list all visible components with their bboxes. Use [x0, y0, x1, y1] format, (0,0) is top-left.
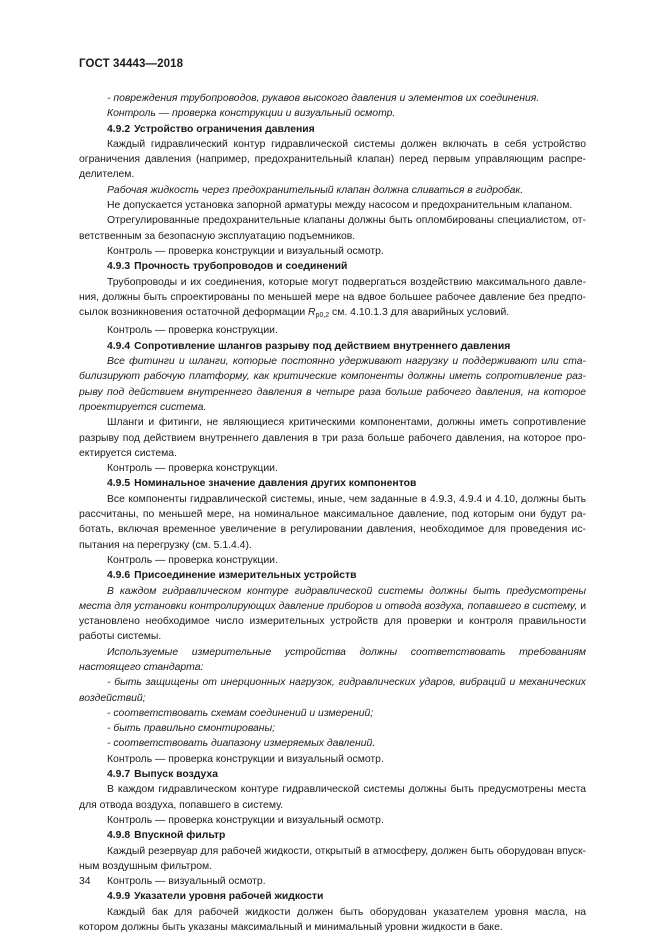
- paragraph-italic: - быть защищены от инерционных нагрузок, гидравлических ударов, вибраций и механических воздействий;: [79, 677, 586, 704]
- section-heading: [79, 339, 586, 354]
- paragraph: Контроль — проверка конструкции и визуальный осмотр.: [107, 814, 384, 826]
- paragraph: Каждый резервуар для рабочей жидкости, открытый в атмосферу, должен быть оборудован впуск-ным воздушным фильтром.: [79, 845, 586, 872]
- paragraph: Контроль — проверка конструкции.: [107, 463, 278, 475]
- section-title: Впускной фильтр: [134, 830, 226, 842]
- section-number: 4.9.3: [107, 261, 131, 273]
- paragraph: Отрегулированные предохранительные клапаны должны быть опломбированы специалистом, от-ветственным за безопасную эксплуатацию подъемников.: [79, 215, 586, 242]
- paragraph: Контроль — проверка конструкции.: [107, 554, 278, 566]
- paragraph-italic: Рабочая жидкость через предохранительный клапан должна сливаться в гидробак.: [107, 184, 524, 196]
- section-title: Указатели уровня рабочей жидкости: [134, 891, 324, 903]
- section-heading: [79, 828, 586, 843]
- formula-subscript: p0,2: [315, 312, 330, 320]
- section-number: 4.9.8: [107, 830, 131, 842]
- page-number: 34: [79, 876, 91, 887]
- section-heading: [79, 889, 586, 904]
- section-number: 4.9.4: [107, 340, 131, 352]
- paragraph-text: см. 4.10.1.3 для аварийных условий.: [329, 307, 510, 319]
- section-heading: [79, 568, 586, 583]
- section-title: Номинальное значение давления других компонентов: [134, 478, 417, 490]
- paragraph-italic: Используемые измерительные устройства должны соответствовать требованиям настоящего стандарта:: [79, 646, 586, 673]
- section-title: Прочность трубопроводов и соединений: [134, 261, 348, 273]
- section-heading: [79, 767, 586, 782]
- paragraph-text: Трубопроводы и их соединения, которые могут подвергаться воздействию максимального давле-ния, должны быть спроектированы по меньшей мере на вдвое большее рабочее давление без предпо-сылок возникновения остаточной деформации: [79, 276, 586, 319]
- paragraph: Контроль — проверка конструкции.: [107, 325, 278, 337]
- formula-symbol: R: [308, 307, 316, 319]
- paragraph: В каждом гидравлическом контуре гидравлической системы должны быть предусмотрены места для отвода воздуха, попавшего в систему.: [79, 784, 586, 811]
- paragraph: Контроль — проверка конструкции и визуальный осмотр.: [107, 245, 384, 257]
- section-number: 4.9.5: [107, 478, 131, 490]
- section-number: 4.9.6: [107, 570, 131, 582]
- paragraph: Не допускается установка запорной арматуры между насосом и предохранительным клапаном.: [107, 200, 573, 212]
- document-body: [79, 91, 586, 935]
- section-heading: [79, 476, 586, 491]
- paragraph: [79, 584, 586, 645]
- document-header: ГОСТ 34443—2018: [79, 58, 184, 70]
- paragraph: Каждый бак для рабочей жидкости должен быть оборудован указателем уровня масла, на котором должны быть указаны максимальный и минимальный уровни жидкости в баке.: [79, 906, 586, 934]
- paragraph: Каждый гидравлический контур гидравлической системы должен включать в себя устройство ограничения давления (например, предохранительный клапан) перед первым управляющим распре-делителем.: [79, 138, 586, 181]
- section-title: Присоединение измерительных устройств: [134, 570, 357, 582]
- paragraph-italic: - соответствовать диапазону измеряемых давлений.: [107, 738, 376, 750]
- section-title: Сопротивление шлангов разрыву под действием внутреннего давления: [134, 340, 511, 352]
- section-title: Выпуск воздуха: [134, 769, 218, 781]
- paragraph-italic: - повреждения трубопроводов, рукавов высокого давления и элементов их соединения.: [107, 93, 540, 104]
- section-heading: [79, 259, 586, 274]
- paragraph: Все компоненты гидравлической системы, иные, чем заданные в 4.9.3, 4.9.4 и 4.10, должны быть рассчитаны, по меньшей мере, на номинальное максимальное давление, под которым они будут ра-ботать, включая временное увеличение в регулировании давления, необходимое для проведения ис-пытания на перегрузку (см. 5.1.4.4).: [79, 493, 586, 551]
- section-number: 4.9.7: [107, 769, 131, 781]
- paragraph-italic: Все фитинги и шланги, которые постоянно удерживают нагрузку и поддерживают или ста-билизируют рабочую платформу, как критические компоненты должны иметь сопротивление раз-рыву под действием внутреннего давления в четыре раза больше рабочего давления, на которое проектируется система.: [79, 356, 586, 413]
- paragraph: Контроль — проверка конструкции и визуальный осмотр.: [107, 753, 384, 765]
- section-title: Устройство ограничения давления: [134, 123, 315, 135]
- section-number: 4.9.2: [107, 123, 131, 135]
- paragraph-italic: - быть правильно смонтированы;: [107, 723, 276, 735]
- paragraph: Шланги и фитинги, не являющиеся критическими компонентами, должны иметь сопротивление разрыву под действием внутреннего давления в три раза больше рабочего давления, на которое про-ектируется система.: [79, 417, 586, 459]
- paragraph: [79, 275, 586, 324]
- paragraph-italic: - соответствовать схемам соединений и измерений;: [107, 707, 374, 719]
- paragraph-text-italic: В каждом гидравлическом контуре гидравлической системы должны быть предусмотрены места для установки контролирующих давление приборов и отвода воздуха, попавшего в систему,: [79, 585, 586, 612]
- paragraph-text: и установлено необходимое число измерительных устройств для проверки и контроля правильности работы системы.: [79, 600, 586, 643]
- paragraph-italic: Контроль — проверка конструкции и визуальный осмотр.: [107, 108, 396, 120]
- section-number: 4.9.9: [107, 891, 131, 903]
- section-heading: [79, 122, 586, 137]
- paragraph: Контроль — визуальный осмотр.: [107, 876, 266, 888]
